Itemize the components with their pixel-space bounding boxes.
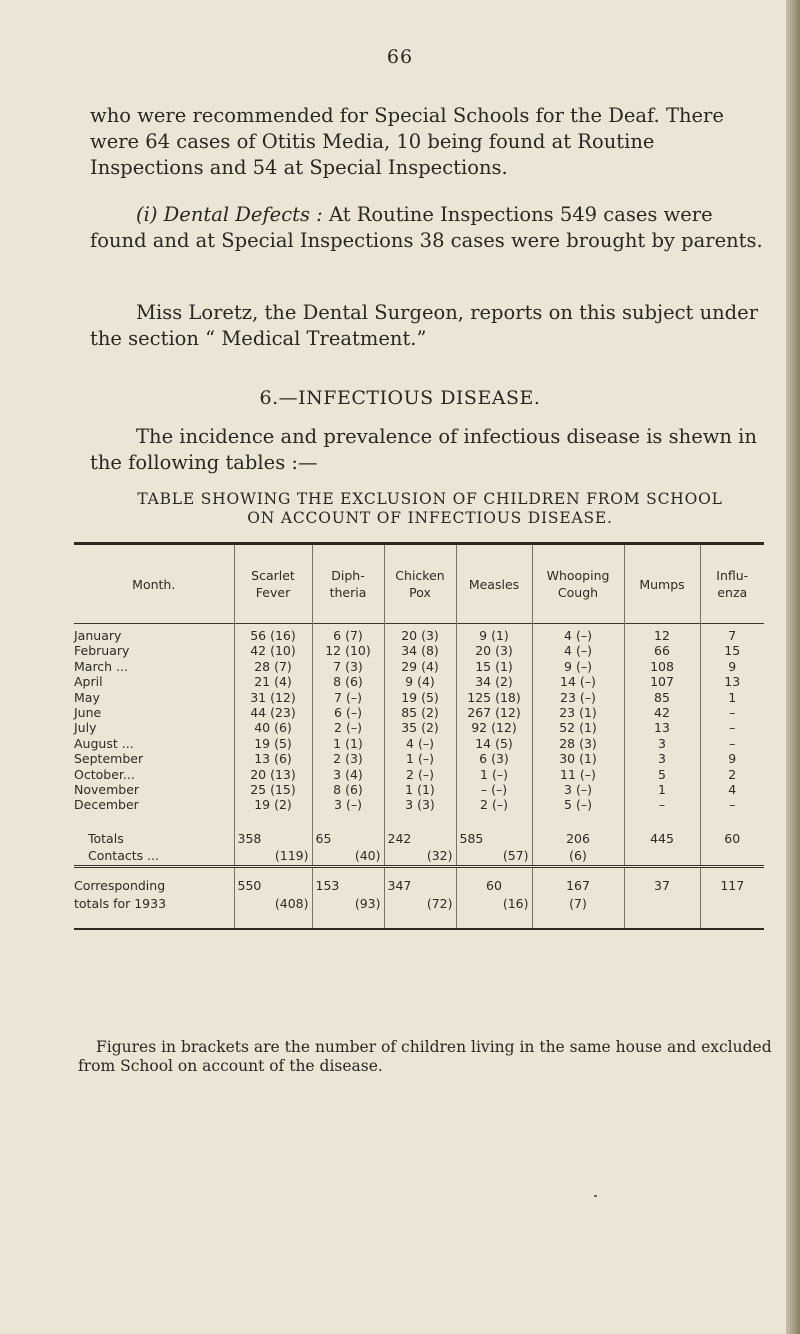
table-cell (700, 813, 764, 847)
table-cell: 20 (13) (234, 767, 312, 782)
table-cell: 15 (700, 643, 764, 658)
corresponding-label-2: totals for 1933 (74, 896, 167, 912)
dental-defects-text: At Routine Inspections 549 cases were found and at Special Inspections 38 cases were brought by parents. (90, 203, 763, 252)
table-cell: 66 (624, 643, 700, 658)
corresponding-totals-row (74, 866, 764, 894)
table-cell: 3 (624, 751, 700, 766)
table-cell (384, 813, 456, 847)
table-row (74, 797, 764, 812)
table-cell: 6 (7) (312, 624, 384, 644)
table-cell (312, 866, 384, 894)
table-cell (624, 866, 700, 894)
table-cell (532, 894, 624, 929)
table-cell: 7 (700, 624, 764, 644)
table-cell: 28 (7) (234, 659, 312, 674)
corresponding-contacts-row (74, 894, 764, 929)
section-heading: 6.—INFECTIOUS DISEASE. (259, 387, 541, 409)
table-row (74, 720, 764, 735)
table-cell: 29 (4) (384, 659, 456, 674)
table-cell: 2 (700, 767, 764, 782)
totals-diphtheria: 65 (315, 831, 332, 847)
table-cell (456, 894, 532, 929)
corr-contacts-diphtheria: (93) (354, 896, 381, 912)
paragraph-dental-surgeon (90, 300, 770, 352)
table-footnote (78, 1038, 778, 1076)
table-title-line-2: ON ACCOUNT OF INFECTIOUS DISEASE. (247, 509, 613, 527)
totals-influenza: 60 (724, 831, 741, 847)
totals-label-text: Totals (88, 831, 124, 847)
table-cell: 85 (2) (384, 705, 456, 720)
table-cell (700, 847, 764, 867)
table-cell: 267 (12) (456, 705, 532, 720)
table-body (74, 624, 764, 929)
table-cell: 107 (624, 674, 700, 689)
table-cell: 40 (6) (234, 720, 312, 735)
header-diphtheria: Diph-theria (312, 545, 384, 624)
table-cell: 23 (1) (532, 705, 624, 720)
table-cell (532, 813, 624, 847)
month-cell: August ... (74, 735, 134, 751)
table-cell (312, 847, 384, 867)
table-cell: 4 (700, 782, 764, 797)
totals-label (74, 813, 234, 847)
table-cell: 6 (–) (312, 705, 384, 720)
table-cell: 7 (–) (312, 690, 384, 705)
table-cell: 14 (–) (532, 674, 624, 689)
table-cell: 125 (18) (456, 690, 532, 705)
table-cell: 1 (1) (384, 782, 456, 797)
table-cell: 9 (1) (456, 624, 532, 644)
corr-measles: 60 (486, 878, 502, 894)
table-cell: 34 (2) (456, 674, 532, 689)
table-cell (312, 894, 384, 929)
table-row (74, 624, 764, 644)
incidence-text: The incidence and prevalence of infectious disease is shewn in the following tables :— (90, 425, 757, 474)
month-cell: April (74, 674, 103, 690)
table-row (74, 674, 764, 689)
table-cell: – (700, 720, 764, 735)
table-cell: 2 (3) (312, 751, 384, 766)
table-cell: 34 (8) (384, 643, 456, 658)
table-cell: 13 (624, 720, 700, 735)
table-cell: 3 (–) (532, 782, 624, 797)
table-cell (456, 847, 532, 867)
table-cell: 52 (1) (532, 720, 624, 735)
month-cell: November (74, 782, 140, 798)
table-cell: 30 (1) (532, 751, 624, 766)
table-cell: 25 (15) (234, 782, 312, 797)
table-cell: – (700, 705, 764, 720)
table-header-row (74, 545, 764, 624)
table-cell: – (624, 797, 700, 812)
table-cell (312, 813, 384, 847)
table-cell: 42 (10) (234, 643, 312, 658)
table-cell: 31 (12) (234, 690, 312, 705)
table-cell: 2 (–) (312, 720, 384, 735)
table-cell: 12 (10) (312, 643, 384, 658)
corr-contacts-measles: (16) (502, 896, 529, 912)
table-cell: 108 (624, 659, 700, 674)
table-cell (456, 813, 532, 847)
table-row (74, 690, 764, 705)
table-cell (624, 894, 700, 929)
paragraph-incidence (90, 424, 770, 476)
table-cell: 5 (624, 767, 700, 782)
totals-row (74, 813, 764, 847)
table-cell: 4 (–) (532, 624, 624, 644)
table-cell (384, 847, 456, 867)
corr-contacts-whooping-cough: (7) (569, 896, 587, 912)
corr-chicken-pox: 347 (387, 878, 412, 894)
table-cell: 19 (5) (234, 736, 312, 751)
totals-measles: 585 (459, 831, 484, 847)
table-cell: – (–) (456, 782, 532, 797)
table-cell: 9 (700, 751, 764, 766)
table-cell: 8 (6) (312, 782, 384, 797)
table-cell: 2 (–) (384, 767, 456, 782)
table-cell: 3 (–) (312, 797, 384, 812)
month-cell: January (74, 628, 122, 643)
paper-speck (594, 1195, 597, 1197)
totals-whooping-cough: 206 (566, 831, 590, 847)
table-cell (384, 894, 456, 929)
table-cell: – (700, 736, 764, 751)
corresponding-label-1: Corresponding (74, 878, 166, 894)
table-cell: 20 (3) (456, 643, 532, 658)
table-cell: 19 (2) (234, 797, 312, 812)
table-cell: 13 (700, 674, 764, 689)
table-cell: 9 (4) (384, 674, 456, 689)
table-cell: 11 (–) (532, 767, 624, 782)
table-cell: 9 (700, 659, 764, 674)
paragraph-dental-defects (90, 202, 770, 254)
corr-whooping-cough: 167 (566, 878, 590, 894)
table-cell: 21 (4) (234, 674, 312, 689)
page-number: 66 (386, 46, 414, 68)
table-cell: 7 (3) (312, 659, 384, 674)
contacts-scarlet-fever: (119) (274, 848, 309, 864)
table-cell: 28 (3) (532, 736, 624, 751)
table-cell: 1 (–) (384, 751, 456, 766)
exclusion-table (74, 545, 764, 930)
header-whooping-cough: Whooping Cough (532, 545, 624, 624)
table-cell: 85 (624, 690, 700, 705)
contacts-diphtheria: (40) (354, 848, 381, 864)
month-cell: December (74, 797, 139, 813)
table-cell (624, 813, 700, 847)
table-row (74, 782, 764, 797)
contacts-row (74, 847, 764, 867)
dental-defects-label: (i) Dental Defects : (136, 203, 323, 226)
table-cell: 42 (624, 705, 700, 720)
table-cell: 5 (–) (532, 797, 624, 812)
table-cell: 1 (1) (312, 736, 384, 751)
table-cell: 3 (3) (384, 797, 456, 812)
contacts-whooping-cough: (6) (569, 848, 587, 864)
table-cell: 23 (–) (532, 690, 624, 705)
month-cell: May (74, 689, 100, 705)
dental-surgeon-text: Miss Loretz, the Dental Surgeon, reports on this subject under the section “ Medical Treatment.” (90, 301, 759, 350)
table-title-line-1: TABLE SHOWING THE EXCLUSION OF CHILDREN FROM SCHOOL (137, 490, 723, 508)
table-cell: 1 (–) (456, 767, 532, 782)
table-cell (234, 813, 312, 847)
totals-chicken-pox: 242 (387, 831, 412, 847)
header-chicken-pox: Chicken Pox (384, 545, 456, 624)
table-cell: 4 (–) (532, 643, 624, 658)
table-title (80, 490, 780, 528)
table-cell (234, 894, 312, 929)
table-cell: – (700, 797, 764, 812)
corr-scarlet-fever: 550 (237, 878, 262, 894)
header-measles: Measles (456, 545, 532, 624)
header-month: Month. (132, 576, 176, 592)
table-cell: 56 (16) (234, 624, 312, 644)
table-row (74, 659, 764, 674)
table-cell: 12 (624, 624, 700, 644)
totals-scarlet-fever: 358 (237, 831, 262, 847)
header-mumps: Mumps (624, 545, 700, 624)
corr-contacts-scarlet-fever: (408) (274, 896, 309, 912)
table-cell: 3 (4) (312, 767, 384, 782)
contacts-label (74, 847, 234, 867)
corr-diphtheria: 153 (315, 878, 340, 894)
table-cell (624, 847, 700, 867)
table-row (74, 643, 764, 658)
month-cell: September (74, 751, 144, 767)
table-cell: 4 (–) (384, 736, 456, 751)
month-cell: July (74, 720, 97, 736)
contacts-measles: (57) (502, 848, 529, 864)
table-cell (234, 866, 312, 894)
paragraph-deaf-schools: who were recommended for Special Schools for the Deaf. There were 64 cases of Otitis Media, 10 being found at Routine Inspections and 54 at Special Inspections. (90, 104, 724, 179)
table-row (74, 751, 764, 766)
table-cell (384, 866, 456, 894)
corr-contacts-chicken-pox: (72) (426, 896, 453, 912)
table-cell: 44 (23) (234, 705, 312, 720)
contacts-label-text: Contacts ... (88, 848, 160, 864)
totals-mumps: 445 (650, 831, 674, 847)
corr-influenza: 117 (720, 878, 745, 894)
month-cell: March ... (74, 658, 128, 674)
table-cell: 1 (624, 782, 700, 797)
table-cell: 13 (6) (234, 751, 312, 766)
table-cell: 14 (5) (456, 736, 532, 751)
table-cell: 2 (–) (456, 797, 532, 812)
table-cell: 6 (3) (456, 751, 532, 766)
table-cell: 19 (5) (384, 690, 456, 705)
header-scarlet-fever: Scarlet Fever (234, 545, 312, 624)
header-influenza: Influ-enza (700, 545, 764, 624)
page-binding-edge (786, 0, 800, 1334)
table-cell: 20 (3) (384, 624, 456, 644)
table-cell (234, 847, 312, 867)
table-cell (532, 847, 624, 867)
month-cell: February (74, 643, 130, 659)
footnote-text: Figures in brackets are the number of children living in the same house and excluded from School on account of the disease. (78, 1038, 772, 1075)
month-cell: June (74, 705, 102, 721)
table-cell (532, 866, 624, 894)
table-cell: 35 (2) (384, 720, 456, 735)
table-cell: 92 (12) (456, 720, 532, 735)
contacts-chicken-pox: (32) (426, 848, 453, 864)
table-row (74, 705, 764, 720)
table-row (74, 767, 764, 782)
table-cell (700, 894, 764, 929)
month-cell: October... (74, 766, 135, 782)
table-cell: 3 (624, 736, 700, 751)
table-cell: 8 (6) (312, 674, 384, 689)
table-cell (700, 866, 764, 894)
table-cell (456, 866, 532, 894)
corr-mumps: 37 (654, 878, 670, 894)
table-cell: 15 (1) (456, 659, 532, 674)
table-cell: 1 (700, 690, 764, 705)
table-row (74, 736, 764, 751)
table-cell: 9 (–) (532, 659, 624, 674)
